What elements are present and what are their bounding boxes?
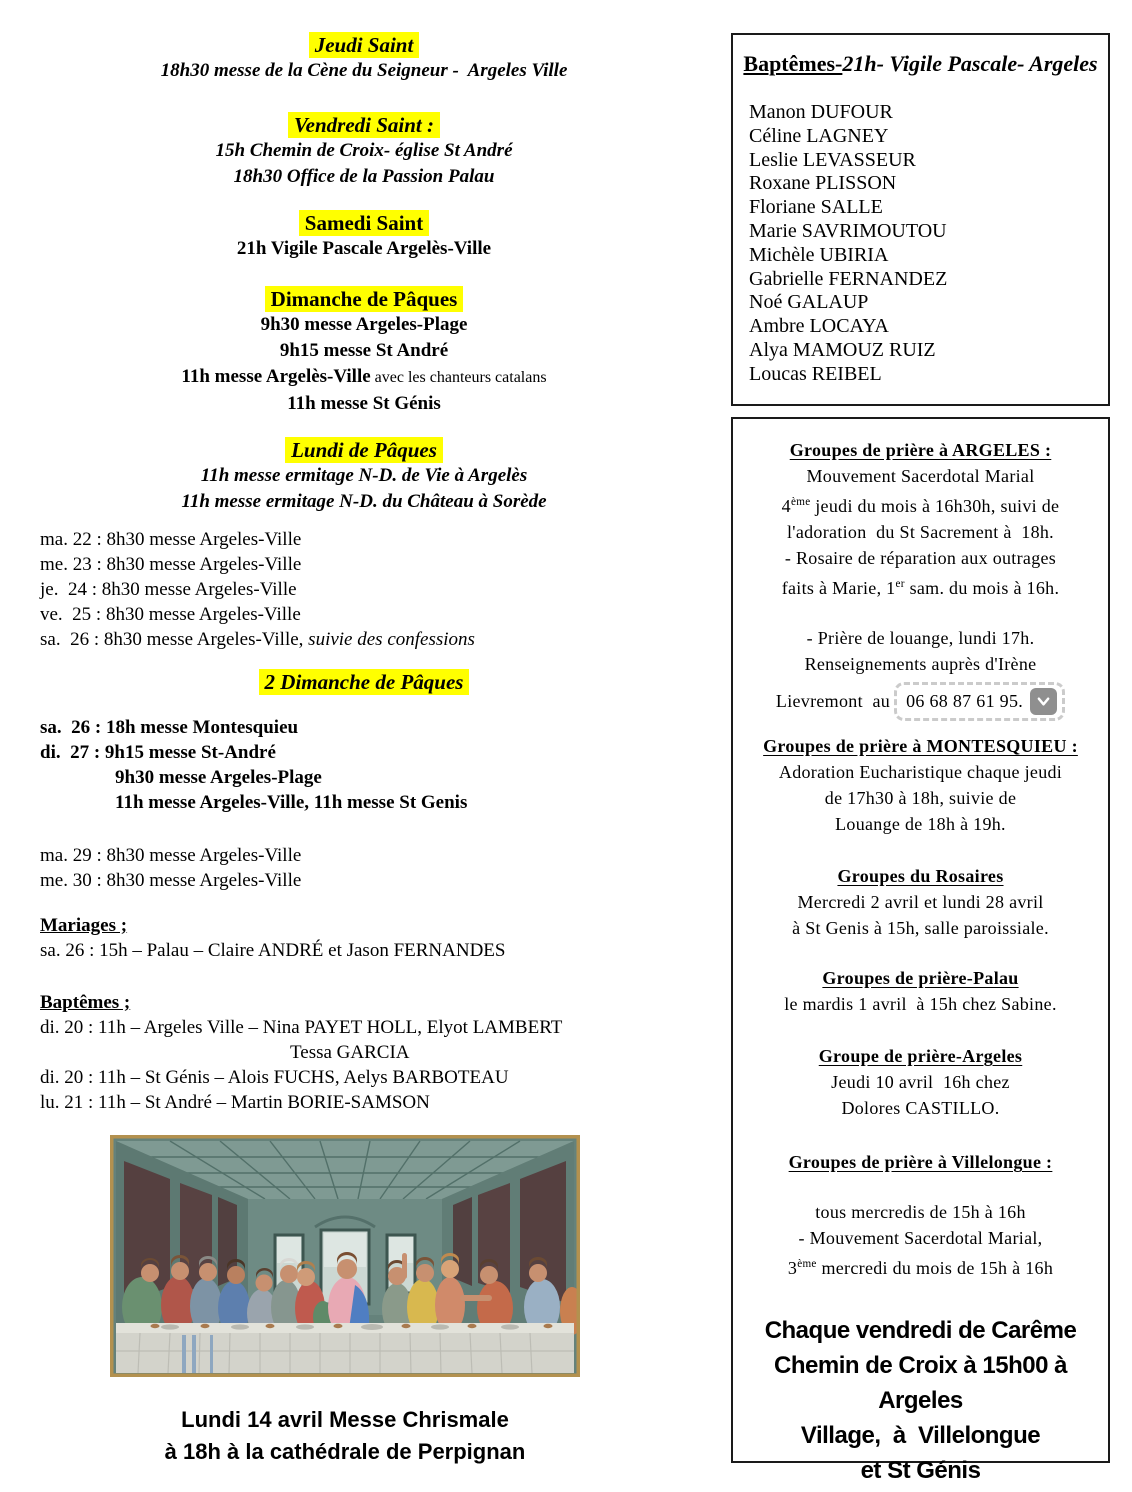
baptism-name: Alya MAMOUZ RUIZ xyxy=(749,338,936,361)
prayer-group-title: Groupes de prière à MONTESQUIEU : xyxy=(763,736,1078,756)
prayer-group-line: Mercredi 2 avril et lundi 28 avril xyxy=(797,892,1044,912)
careme-line: Village, à Villelongue xyxy=(800,1422,1041,1449)
mass-schedule-line: 18h30 Office de la Passion Palau xyxy=(233,166,495,187)
prayer-group-argeles-2 xyxy=(733,1043,1108,1121)
highlighted-title: Lundi de Pâques xyxy=(285,437,443,463)
baptism-name: Floriane SALLE xyxy=(749,196,883,219)
villelongue-lines xyxy=(733,1199,1108,1281)
mass-schedule-line: 21h Vigile Pascale Argelès-Ville xyxy=(236,238,492,259)
last-supper-image-wrap xyxy=(110,1135,580,1382)
baptism-box-title-main: Baptêmes- xyxy=(743,51,843,76)
highlighted-title: Samedi Saint xyxy=(299,210,429,236)
prayer-group-palau xyxy=(733,965,1108,1017)
ordinal-suffix: ème xyxy=(797,1258,817,1270)
prayer-group-line: tous mercredis de 15h à 16h xyxy=(815,1202,1026,1222)
prayer-group-line: le mardis 1 avril à 15h chez Sabine. xyxy=(784,994,1057,1014)
prayer-group-title: Groupe de prière-Argeles xyxy=(818,1046,1023,1066)
prayer-group-title: Groupes de prière à Villelongue : xyxy=(788,1152,1053,1172)
mass-schedule-line: 9h15 messe St André xyxy=(279,340,449,361)
baptism-line: lu. 21 : 11h – St André – Martin BORIE-SAMSON xyxy=(40,1092,430,1113)
phone-number: 06 68 87 61 95. xyxy=(906,690,1024,711)
careme-line: Chemin de Croix à 15h00 à Argeles xyxy=(774,1352,1073,1414)
mass-schedule-line: sa. 26 : 18h messe Montesquieu xyxy=(40,717,299,738)
section-title xyxy=(40,913,688,938)
line-text: faits à Marie, 1 xyxy=(781,578,896,598)
mass-schedule-line: 9h30 messe Argeles-Plage xyxy=(115,767,322,788)
baptism-name: Céline LAGNEY xyxy=(749,124,889,147)
prayer-group-line: à St Genis à 15h, salle paroissiale. xyxy=(792,918,1049,938)
section-title xyxy=(40,210,688,236)
line-text: 3 xyxy=(787,1258,798,1278)
prayer-group-line: - Rosaire de réparation aux outrages xyxy=(784,548,1057,568)
section-mariages xyxy=(40,913,688,963)
mass-schedule-line: di. 27 : 9h15 messe St-André xyxy=(40,742,276,763)
prayer-group-line: Dolores CASTILLO. xyxy=(841,1098,1000,1118)
section-title xyxy=(40,32,688,58)
choir-note: avec les chanteurs catalans xyxy=(370,369,547,386)
confessions-note: suivie des confessions xyxy=(303,629,475,650)
baptism-name: Marie SAVRIMOUTOU xyxy=(749,219,947,242)
mass-schedule-line: 15h Chemin de Croix- église St André xyxy=(215,140,513,161)
prayer-group-montesquieu xyxy=(733,733,1108,837)
prayer-group-villelongue xyxy=(733,1149,1108,1281)
mass-schedule-line: 11h messe ermitage N-D. du Château à Sorède xyxy=(181,491,547,512)
prayer-group-line xyxy=(733,571,1108,601)
section-title xyxy=(40,990,688,1015)
mass-schedule-line: 11h messe ermitage N-D. de Vie à Argelès xyxy=(200,465,528,486)
chevron-down-icon xyxy=(1036,694,1051,709)
mass-schedule-line: 9h30 messe Argeles-Plage xyxy=(260,314,468,335)
phone-dropdown-button[interactable] xyxy=(1030,688,1057,715)
baptism-name: Gabrielle FERNANDEZ xyxy=(749,267,948,290)
prayer-group-title: Groupes de prière à ARGELES : xyxy=(789,440,1052,460)
prayer-group-title: Groupes du Rosaires xyxy=(837,866,1004,886)
highlighted-title: Jeudi Saint xyxy=(309,32,420,58)
section-dimanche-paques xyxy=(40,286,688,417)
section-title xyxy=(40,437,688,463)
section-second-sunday xyxy=(40,669,688,695)
prayer-group-line: Adoration Eucharistique chaque jeudi xyxy=(778,762,1063,782)
prayer-group-rosaires xyxy=(733,863,1108,941)
section-title xyxy=(40,669,688,695)
prayer-group-line: de 17h30 à 18h, suivie de xyxy=(824,788,1017,808)
weekday-mass-line: ma. 22 : 8h30 messe Argeles-Ville xyxy=(40,529,302,550)
section-lundi-paques xyxy=(40,437,688,515)
baptism-name: Loucas REIBEL xyxy=(749,362,882,385)
prayer-group-line xyxy=(733,489,1108,519)
baptism-name: Ambre LOCAYA xyxy=(749,315,889,338)
baptism-line: Tessa GARCIA xyxy=(290,1042,410,1063)
line-text: sam. du mois à 16h. xyxy=(904,578,1060,598)
prayer-group-title: Groupes de prière-Palau xyxy=(822,968,1019,988)
baptism-name: Noé GALAUP xyxy=(749,291,869,314)
section-baptemes xyxy=(40,990,688,1115)
weekday-mass-line: je. 24 : 8h30 messe Argeles-Ville xyxy=(40,579,297,600)
baptism-name: Leslie LEVASSEUR xyxy=(749,148,916,171)
prayer-group-line: Louange de 18h à 19h. xyxy=(835,814,1006,834)
prayer-group-line: - Mouvement Sacerdotal Marial, xyxy=(798,1228,1043,1248)
baptism-line: di. 20 : 11h – Argeles Ville – Nina PAYET HOLL, Elyot LAMBERT xyxy=(40,1017,563,1038)
highlighted-title: Dimanche de Pâques xyxy=(265,286,464,312)
weekday-mass-text: sa. 26 : 8h30 messe Argeles-Ville, xyxy=(40,629,304,650)
prayer-group-line: Mouvement Sacerdotal Marial xyxy=(806,466,1035,486)
weekday-mass-line: ma. 29 : 8h30 messe Argeles-Ville xyxy=(40,845,302,866)
weekday-mass-line xyxy=(40,627,688,652)
prayer-groups-box xyxy=(731,417,1110,1484)
baptism-line: di. 20 : 11h – St Génis – Alois FUCHS, Aelys BARBOTEAU xyxy=(40,1067,509,1088)
highlighted-title: 2 Dimanche de Pâques xyxy=(259,669,470,695)
mass-schedule-line xyxy=(40,364,688,391)
caption-line: Lundi 14 avril Messe Chrismale xyxy=(181,1407,509,1432)
phone-line-text: Lievremont au xyxy=(775,691,891,711)
weekday-mass-line: me. 23 : 8h30 messe Argeles-Ville xyxy=(40,554,302,575)
careme-line: et St Génis xyxy=(860,1457,981,1484)
prayer-group-line xyxy=(733,1251,1108,1281)
last-supper-image xyxy=(110,1135,580,1377)
baptism-names-list xyxy=(733,101,1108,387)
highlighted-title: Vendredi Saint : xyxy=(288,112,440,138)
mariages-title: Mariages ; xyxy=(40,915,128,936)
baptism-box-title xyxy=(733,51,1108,77)
prayer-group-argeles xyxy=(733,437,1108,601)
section-vendredi-saint xyxy=(40,112,688,190)
baptism-names-box xyxy=(731,33,1110,406)
mass-schedule-line: 11h messe St Génis xyxy=(287,393,441,414)
baptism-name: Michèle UBIRIA xyxy=(749,243,889,266)
prayer-group-line: l'adoration du St Sacrement à 18h. xyxy=(787,522,1054,542)
baptism-name: Manon DUFOUR xyxy=(749,101,893,123)
section-samedi-saint xyxy=(40,210,688,262)
table xyxy=(116,1323,574,1373)
prayer-group-line: Jeudi 10 avril 16h chez xyxy=(831,1072,1010,1092)
chrism-mass-caption xyxy=(110,1404,580,1468)
second-sunday-schedule xyxy=(40,715,688,815)
prayer-louange xyxy=(733,625,1108,723)
mass-schedule-line: 18h30 messe de la Cène du Seigneur - Argeles Ville xyxy=(160,60,568,81)
section-title xyxy=(40,112,688,138)
line-text: jeudi du mois à 16h30h, suivi de xyxy=(810,496,1060,516)
line-text: 4 xyxy=(781,496,791,516)
baptemes-title: Baptêmes ; xyxy=(40,992,131,1013)
weekday-masses-list xyxy=(40,527,688,652)
prayer-group-line: Renseignements auprès d'Irène xyxy=(804,654,1037,674)
weekday-masses-list-2 xyxy=(40,843,688,893)
prayer-group-line: - Prière de louange, lundi 17h. xyxy=(806,628,1035,648)
ordinal-suffix: er xyxy=(895,578,905,590)
section-title xyxy=(40,286,688,312)
baptism-name: Roxane PLISSON xyxy=(749,172,897,195)
left-column xyxy=(40,28,688,1468)
careme-announcement xyxy=(733,1313,1108,1488)
weekday-mass-line: ve. 25 : 8h30 messe Argeles-Ville xyxy=(40,604,301,625)
mass-schedule-text: 11h messe Argelès-Ville xyxy=(181,366,371,387)
marriage-line: sa. 26 : 15h – Palau – Claire ANDRÉ et Jason FERNANDES xyxy=(40,940,506,961)
weekday-mass-line: me. 30 : 8h30 messe Argeles-Ville xyxy=(40,870,302,891)
section-jeudi-saint xyxy=(40,32,688,84)
mass-schedule-line: 11h messe Argeles-Ville, 11h messe St Genis xyxy=(115,792,468,813)
baptism-box-title-detail: 21h- Vigile Pascale- Argeles xyxy=(842,51,1098,76)
caption-line: à 18h à la cathédrale de Perpignan xyxy=(164,1439,526,1464)
phone-number-detector[interactable] xyxy=(894,682,1065,721)
careme-line: Chaque vendredi de Carême xyxy=(764,1317,1077,1344)
ordinal-suffix: ème xyxy=(790,496,811,508)
phone-line xyxy=(733,679,1108,723)
line-text: mercredi du mois de 15h à 16h xyxy=(816,1258,1054,1278)
